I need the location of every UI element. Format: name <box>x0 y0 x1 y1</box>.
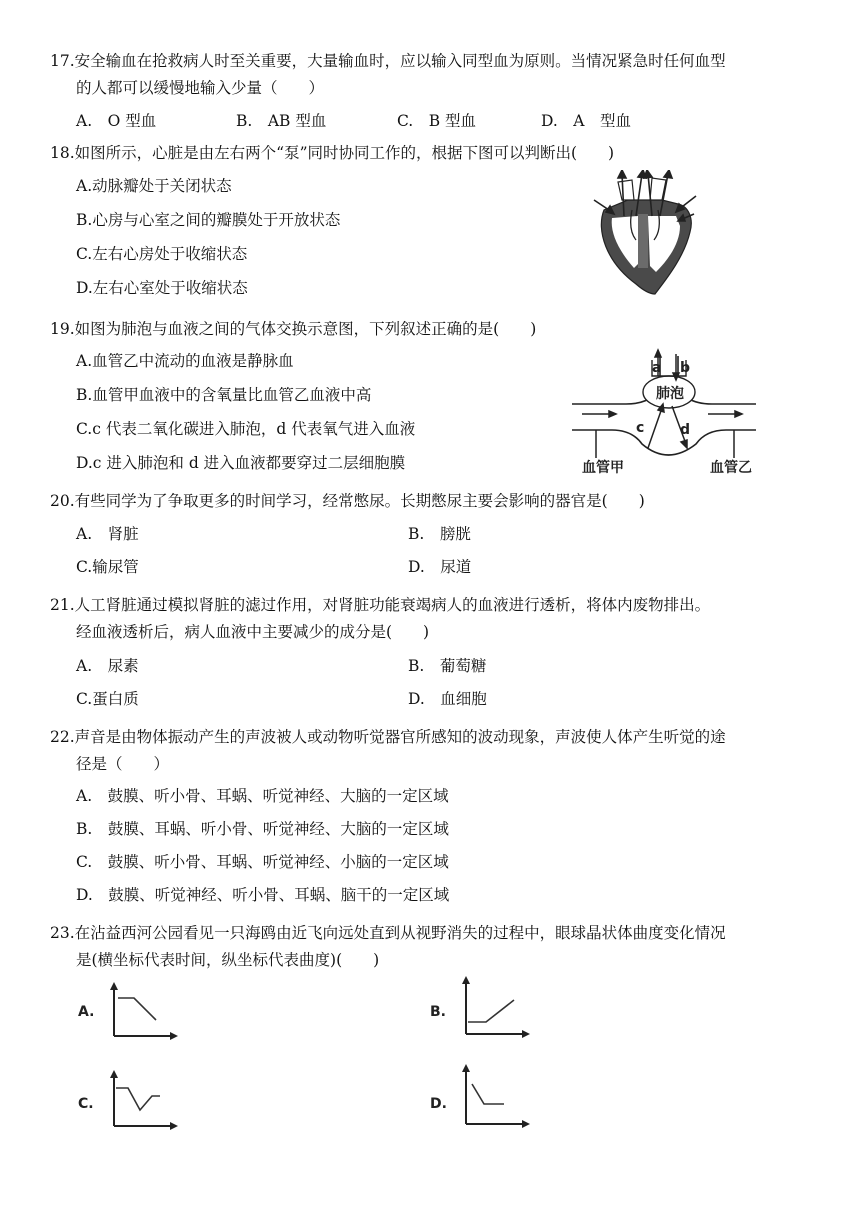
q22-option-b[interactable]: B. 鼓膜、耳蜗、听小骨、听觉神经、大脑的一定区域 <box>76 820 449 838</box>
q17-stem-line1: 17.安全输血在抢救病人时至关重要，大量输血时，应以输入同型血为原则。当情况紧急时任何血型 <box>50 52 726 70</box>
label-vessel-yi: 血管乙 <box>710 460 752 476</box>
label-d: d <box>680 422 691 438</box>
q17-option-b[interactable]: B. AB 型血 <box>236 112 327 130</box>
q21-option-b[interactable]: B. 葡萄糖 <box>408 657 487 675</box>
label-a: a <box>652 360 662 376</box>
q22-stem-line1: 22.声音是由物体振动产生的声波被人或动物听觉器官所感知的波动现象，声波使人体产生听觉的途 <box>50 728 726 746</box>
q17-option-c[interactable]: C. B 型血 <box>397 112 477 130</box>
q20-option-c[interactable]: C.输尿管 <box>76 558 139 576</box>
q18-option-c[interactable]: C.左右心房处于收缩状态 <box>76 245 248 263</box>
graph-b-curve <box>468 1000 514 1022</box>
q20-option-a[interactable]: A. 肾脏 <box>76 525 139 543</box>
q22-option-a[interactable]: A. 鼓膜、听小骨、耳蜗、听觉神经、大脑的一定区域 <box>76 787 449 805</box>
q21-option-c[interactable]: C.蛋白质 <box>76 690 139 708</box>
q19-stem: 19.如图为肺泡与血液之间的气体交换示意图，下列叙述正确的是( ) <box>50 320 537 338</box>
q19-option-a[interactable]: A.血管乙中流动的血液是静脉血 <box>76 352 294 370</box>
q18-stem: 18.如图所示，心脏是由左右两个“泵”同时协同工作的，根据下图可以判断出( ) <box>50 144 615 162</box>
q22-option-c[interactable]: C. 鼓膜、听小骨、耳蜗、听觉神经、小脑的一定区域 <box>76 853 449 871</box>
q21-stem-line1: 21.人工肾脏通过模拟肾脏的滤过作用，对肾脏功能衰竭病人的血液进行透析，将体内废物排出。 <box>50 596 711 614</box>
q23-stem-line2: 是(横坐标代表时间，纵坐标代表曲度)( ) <box>76 951 380 969</box>
graph-d-curve <box>472 1084 504 1104</box>
q19-option-c[interactable]: C.c 代表二氧化碳进入肺泡，d 代表氧气进入血液 <box>76 420 416 438</box>
q17-option-d[interactable]: D. A 型血 <box>541 112 631 130</box>
q18-option-a[interactable]: A.动脉瓣处于关闭状态 <box>76 177 232 195</box>
graph-a-label: A. <box>78 1004 95 1020</box>
label-b: b <box>680 360 691 376</box>
q18-option-b[interactable]: B.心房与心室之间的瓣膜处于开放状态 <box>76 211 341 229</box>
q22-option-d[interactable]: D. 鼓膜、听觉神经、听小骨、耳蜗、脑干的一定区域 <box>76 886 450 904</box>
q19-option-b[interactable]: B.血管甲血液中的含氧量比血管乙血液中高 <box>76 386 372 404</box>
graph-a-curve <box>118 998 156 1020</box>
graph-d-label: D. <box>430 1096 447 1112</box>
q20-option-b[interactable]: B. 膀胱 <box>408 525 471 543</box>
q21-option-d[interactable]: D. 血细胞 <box>408 690 487 708</box>
alveolus-gas-exchange-diagram <box>572 348 756 478</box>
graph-c-label: C. <box>78 1096 94 1112</box>
graph-option-b[interactable] <box>428 976 532 1038</box>
label-c: c <box>636 420 645 436</box>
q22-stem-line2: 径是（ ） <box>76 755 170 773</box>
q21-option-a[interactable]: A. 尿素 <box>76 657 139 675</box>
graph-option-a[interactable] <box>76 982 180 1040</box>
q21-stem-line2: 经血液透析后，病人血液中主要减少的成分是( ) <box>76 623 430 641</box>
q20-option-d[interactable]: D. 尿道 <box>408 558 472 576</box>
q20-stem: 20.有些同学为了争取更多的时间学习，经常憋尿。长期憋尿主要会影响的器官是( ) <box>50 492 645 510</box>
label-alveolus: 肺泡 <box>656 386 684 402</box>
graph-c-curve <box>116 1088 160 1110</box>
q23-stem-line1: 23.在沾益西河公园看见一只海鸥由近飞向远处直到从视野消失的过程中，眼球晶状体曲度变化情况 <box>50 924 726 942</box>
label-vessel-jia: 血管甲 <box>582 460 624 476</box>
graph-option-d[interactable] <box>428 1064 532 1128</box>
q17-option-a[interactable]: A. O 型血 <box>76 112 157 130</box>
graph-option-c[interactable] <box>76 1070 180 1130</box>
q17-stem-line2: 的人都可以缓慢地输入少量（ ） <box>76 79 325 97</box>
q18-option-d[interactable]: D.左右心室处于收缩状态 <box>76 279 248 297</box>
graph-b-label: B. <box>430 1004 446 1020</box>
q19-option-d[interactable]: D.c 进入肺泡和 d 进入血液都要穿过二层细胞膜 <box>76 454 406 472</box>
heart-diagram <box>592 170 698 298</box>
